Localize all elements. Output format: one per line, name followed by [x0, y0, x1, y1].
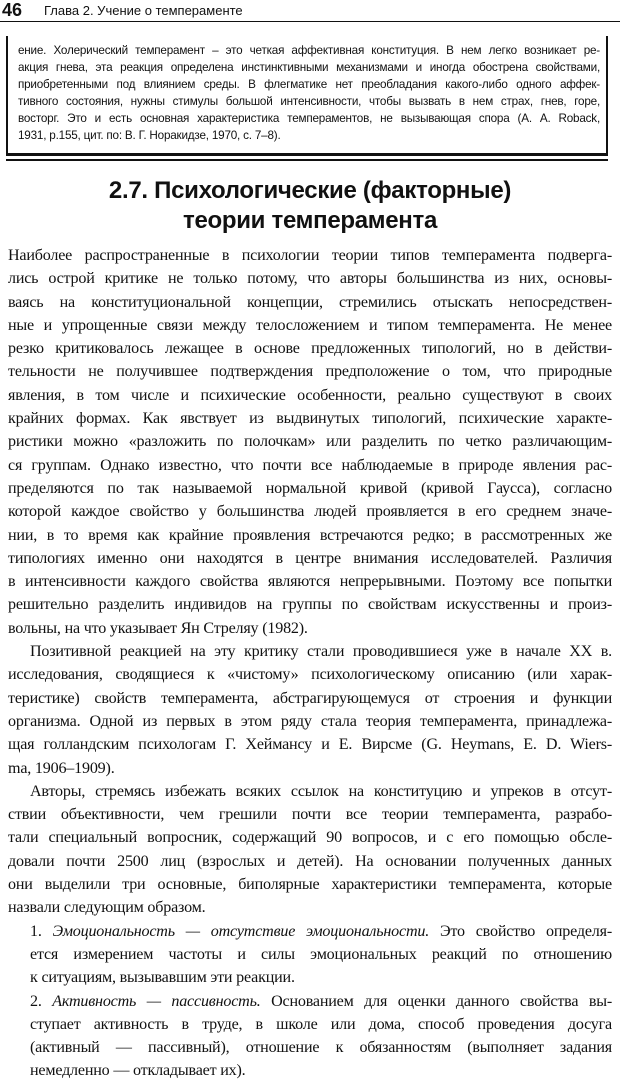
text-line: в интенсивности каждого свойства являются непрерывными. Поэтому все попытки — [8, 573, 612, 591]
text-line: явления, в том числе и психические особенности, реально существуют в своих — [8, 386, 612, 404]
section-heading-line1: 2.7. Психологические (факторные) — [108, 177, 512, 204]
quote-line: 1931, р.155, цит. по: В. Г. Норакидзе, 1970, с. 7–8). — [18, 129, 281, 142]
quote-line: тивного состояния, нужны стимулы большой интенсивности, чтобы вызвать в нем страх, гнев, горе, — [18, 95, 600, 108]
page-number: 46 — [2, 0, 23, 20]
text-line: ные и упрощенные связи между телосложением и типом темперамента. Не менее — [8, 316, 612, 334]
text-line: лись острой критике не только потому, что авторы большинства из них, основы- — [8, 270, 612, 288]
text-line: пределяются по так называемой нормальной кривой (кривой Гаусса), согласно — [8, 479, 612, 497]
list-item-line: ступает активность в труде, в школе или дома, способ проведения досуга — [30, 1015, 612, 1033]
list-text: Это свойство определя- — [429, 922, 613, 940]
numbered-list — [8, 920, 612, 1083]
paragraph-1 — [8, 244, 612, 640]
list-item-line: немедленно — откладывает их). — [30, 1062, 246, 1080]
list-term: Эмоциональность — отсутствие эмоциональности. — [52, 922, 430, 940]
text-line: решительно разделить индивидов на группы по свойствам искусственны и произ- — [8, 596, 612, 614]
text-line: организма. Одной из первых в этом ряду стала теория темперамента, принадлежа- — [8, 712, 612, 730]
text-line: тали специальный вопросник, содержащий 90 вопросов, и с его помощью обсле- — [8, 829, 612, 847]
text-line: назвали следующим образом. — [8, 899, 206, 917]
page-header — [0, 0, 620, 24]
list-item-first-line — [8, 920, 612, 943]
text-line: нии, в то время как крайние проявления встречаются редко; в рассмотренных же — [8, 526, 612, 544]
body-text — [8, 244, 612, 1083]
text-line: ma, 1906–1909). — [8, 759, 115, 777]
paragraph-3 — [8, 780, 612, 920]
list-term: Активность — пассивность. — [52, 992, 261, 1010]
text-line: ствии объективности, чем грешили почти все теории темперамента, разрабо- — [8, 806, 612, 824]
text-line: резко критиковалось лежащее в основе предложенных типологий, но в действи- — [8, 340, 612, 358]
text-line: тельности не получившее подтверждения предположение о том, что природные — [8, 363, 612, 381]
list-item — [8, 920, 612, 990]
text-line: крайних формах. Как явствует из выдвинутых типологий, психические характе- — [8, 410, 612, 428]
text-line: Авторы, стремясь избежать всяких ссылок на конституцию и упреков в отсут- — [30, 782, 612, 800]
list-number: 1. — [30, 922, 42, 940]
list-item-line: ется измерением частоты и силы эмоциональных реакций по отношению — [30, 945, 612, 963]
section-heading-line2: теории темперамента — [183, 207, 437, 234]
list-number: 2. — [30, 992, 42, 1010]
quote-line: акция гнева, эта реакция определена инстинктивными механизмами и иногда обострена свойствами, — [18, 61, 600, 74]
quote-box — [6, 36, 608, 156]
list-item-line: (активный — пассивный), отношение к обязанностям (выполняет задания — [30, 1039, 612, 1057]
text-line: Позитивной реакцией на эту критику стали проводившиеся уже в начале XX в. — [30, 643, 612, 661]
header-rule — [0, 21, 620, 22]
quote-line: ение. Холерический темперамент – это четкая аффективная конституция. В нем легко возникает ре- — [18, 44, 600, 57]
list-text: Основанием для оценки данного свойства вы- — [260, 992, 613, 1010]
text-line: типологиях именно они находятся в центре внимания исследователей. Различия — [8, 549, 612, 567]
running-title: Глава 2. Учение о темпераменте — [44, 3, 243, 18]
text-line: исследования, сводящиеся к «чистому» психологическому описанию (или харак- — [8, 666, 612, 684]
text-line: ваясь на конституциональной концепции, стремились отыскать непосредствен- — [8, 293, 612, 311]
list-item-line: к ситуациям, вызывавшим эти реакции. — [30, 969, 295, 987]
text-line: вольны, на что указывает Ян Стреляу (1982). — [8, 619, 308, 637]
quote-line: восторг. Это и есть основная характеристика темпераментов, не вызывающая спора (А. А. Roback, — [18, 112, 600, 125]
text-line: довали почти 2500 лиц (взрослых и детей). На основании полученных данных — [8, 852, 612, 870]
quote-line: приобретенными под влиянием среды. В флегматике нет преобладания какого-либо одного аффек- — [18, 78, 600, 91]
text-line: они выделили три основные, биполярные характеристики темперамента, которые — [8, 876, 612, 894]
text-line: ся группам. Однако известно, что почти все наблюдаемые в природе явления рас- — [8, 456, 612, 474]
paragraph-2 — [8, 640, 612, 780]
list-item — [8, 990, 612, 1083]
quote-text — [18, 42, 600, 144]
text-line: которой каждое свойство у большинства людей проявляется в его среднем значе- — [8, 503, 612, 521]
text-line: теристике) свойств темперамента, абстрагирующемуся от строения и функции — [8, 689, 612, 707]
text-line: Наиболее распространенные в психологии теории типов темперамента подверга- — [8, 247, 612, 264]
text-line: щая голландским психологам Г. Хеймансу и Е. Вирсме (G. Heymans, E. D. Wiers- — [8, 736, 612, 754]
text-line: ристики можно «разложить по полочкам» или разделить по четко различающим- — [8, 433, 612, 451]
list-item-first-line — [8, 990, 612, 1013]
